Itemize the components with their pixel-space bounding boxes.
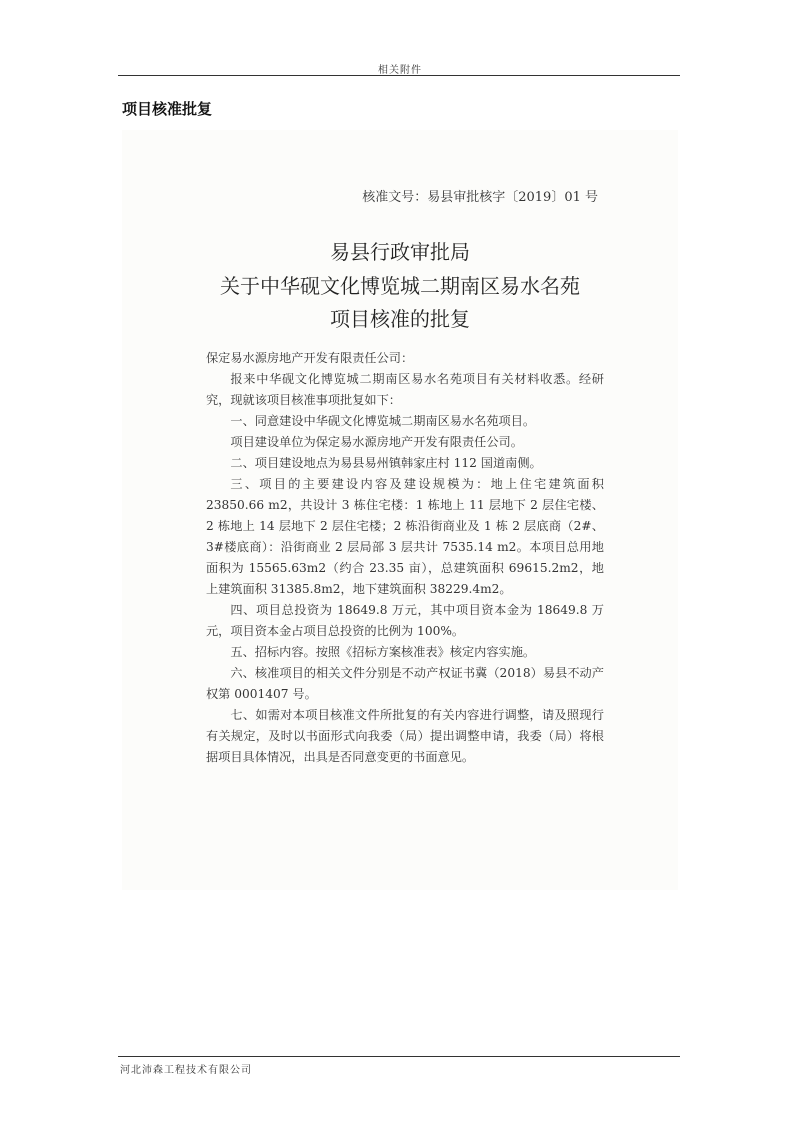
document-paragraph: 六、核准项目的相关文件分别是不动产权证书冀（2018）易县不动产权第 0001407 号。 (206, 666, 604, 701)
document-paragraph: 七、如需对本项目核准文件所批复的有关内容进行调整，请及照现行有关规定，及时以书面形式向我委（局）提出调整申请，我委（局）将根据项目具体情况，出具是否同意变更的书面意见。 (206, 708, 604, 764)
document-title-line-3: 项目核准的批复 (330, 307, 470, 331)
page-footer: 河北沛森工程技术有限公司 (120, 1065, 252, 1076)
document-paragraph: 项目建设单位为保定易水源房地产开发有限责任公司。 (230, 435, 523, 449)
section-title: 项目核准批复 (122, 100, 213, 118)
document-paragraph: 四、项目总投资为 18649.8 万元，其中项目资本金为 18649.8 万元，项目资本金占项目总投资的比例为 100%。 (206, 603, 604, 638)
document-paragraph: 一、同意建设中华砚文化博览城二期南区易水名苑项目。 (230, 414, 536, 428)
approval-document-number: 核准文号：易县审批核字〔2019〕01 号 (362, 190, 598, 205)
page-header: 相关附件 (378, 65, 422, 76)
document-paragraph: 二、项目建设地点为易县易州镇韩家庄村 112 国道南侧。 (230, 456, 542, 470)
document-paragraph: 三、项目的主要建设内容及建设规模为：地上住宅建筑面积 23850.66 m2，共设计 3 栋住宅楼：1 栋地上 11 层地下 2 层住宅楼、2 栋地上 14 层地下 2 层住宅楼；2 栋沿街商业及 1 栋 2 层底商（2#、3#楼底商）：沿街商业 2 层局部 3 层共计 7535.14 m2。本项目总用地面积为 15565.63m2（约合 23.35 亩），总建筑面积 69615.2m2，地上建筑面积 31385.8m2，地下建筑面积 38229.4m2。 (206, 477, 604, 596)
document-title-line-1: 易县行政审批局 (330, 240, 470, 264)
document-body (206, 348, 604, 768)
document-paragraph: 报来中华砚文化博览城二期南区易水名苑项目有关材料收悉。经研究，现就该项目核准事项批复如下： (206, 372, 604, 407)
document-paragraph: 五、招标内容。按照《招标方案核准表》核定内容实施。 (230, 645, 536, 659)
document-title-line-2: 关于中华砚文化博览城二期南区易水名苑 (220, 274, 580, 298)
document-salutation: 保定易水源房地产开发有限责任公司： (206, 351, 414, 365)
footer-divider (118, 1056, 680, 1057)
header-divider (118, 75, 680, 76)
